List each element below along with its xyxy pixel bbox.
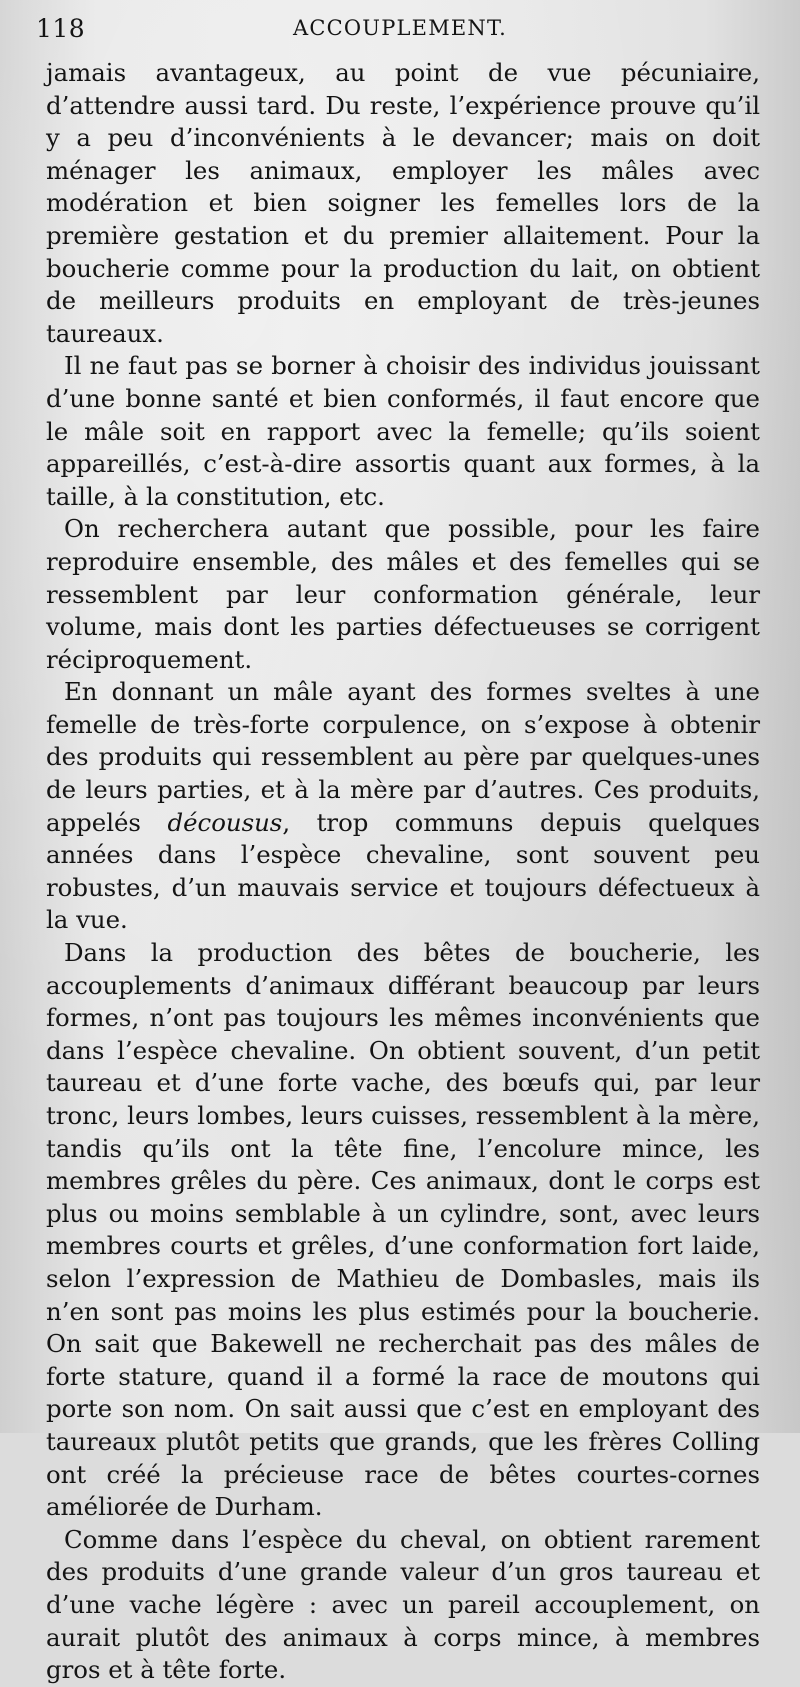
body-text: [46, 57, 760, 1687]
running-title: ACCOUPLEMENT.: [292, 16, 508, 40]
paragraph-4-text-after: , trop communs depuis quelques années dans l’espèce chevaline, sont souvent peu robustes, d’un mauvais service et toujours défectueux à la vue.: [46, 807, 760, 935]
paragraph-4-text-before: En donnant un mâle ayant des formes sveltes à une femelle de très-forte corpulence, on s’expose à obtenir des produits qui ressemblent au père par quelques-unes de leurs parties, et à la mère par d’autres. Ces produits, appelés: [46, 677, 760, 837]
paragraph-4: [46, 676, 760, 937]
paragraph-3: On recherchera autant que possible, pour les faire reproduire ensemble, des mâles et des femelles qui se ressemblent par leur conformation générale, leur volume, mais dont les parties défectueuses se corrigent réciproquement.: [46, 514, 760, 674]
italic-term: décousus: [167, 807, 283, 837]
paragraph-1: jamais avantageux, au point de vue pécuniaire, d’attendre aussi tard. Du reste, l’expérience prouve qu’il y a peu d’inconvénients à le devancer; mais on doit ménager les animaux, employer les mâles avec modération et bien soigner les femelles lors de la première gestation et du premier allaitement. Pour la boucherie comme pour la production du lait, on obtient de meilleurs produits en employant de très-jeunes taureaux.: [46, 58, 760, 348]
page-number: 118: [36, 14, 86, 43]
running-head: [36, 14, 764, 48]
paragraph-2: Il ne faut pas se borner à choisir des individus jouissant d’une bonne santé et bien conformés, il faut encore que le mâle soit en rapport avec la femelle; qu’ils soient appareillés, c’est-à-dire assortis quant aux formes, à la taille, à la constitution, etc.: [46, 351, 760, 511]
paragraph-6: Comme dans l’espèce du cheval, on obtient rarement des produits d’une grande valeur d’un gros taureau et d’une vache légère : avec un pareil accouplement, on aurait plutôt des animaux à corps mince, à membres gros et à tête forte.: [46, 1524, 760, 1685]
paragraph-5: Dans la production des bêtes de boucherie, les accouplements d’animaux différant beaucoup par leurs formes, n’ont pas toujours les mêmes inconvénients que dans l’espèce chevaline. On obtient souvent, d’un petit taureau et d’une forte vache, des bœufs qui, par leur tronc, leurs lombes, leurs cuisses, ressemblent à la mère, tandis qu’ils ont la tête fine, l’encolure mince, les membres grêles du père. Ces animaux, dont le corps est plus ou moins semblable à un cylindre, sont, avec leurs membres courts et grêles, d’une conformation fort laide, selon l’expression de Mathieu de Dombasles, mais ils n’en sont pas moins les plus estimés pour la boucherie. On sait que Bakewell ne recherchait pas des mâles de forte stature, quand il a formé la race de moutons qui porte son nom. On sait aussi que c’est en employant des taureaux plutôt petits que grands, que les frères Colling ont créé la précieuse race de bêtes courtes-cornes améliorée de Durham.: [46, 938, 760, 1522]
